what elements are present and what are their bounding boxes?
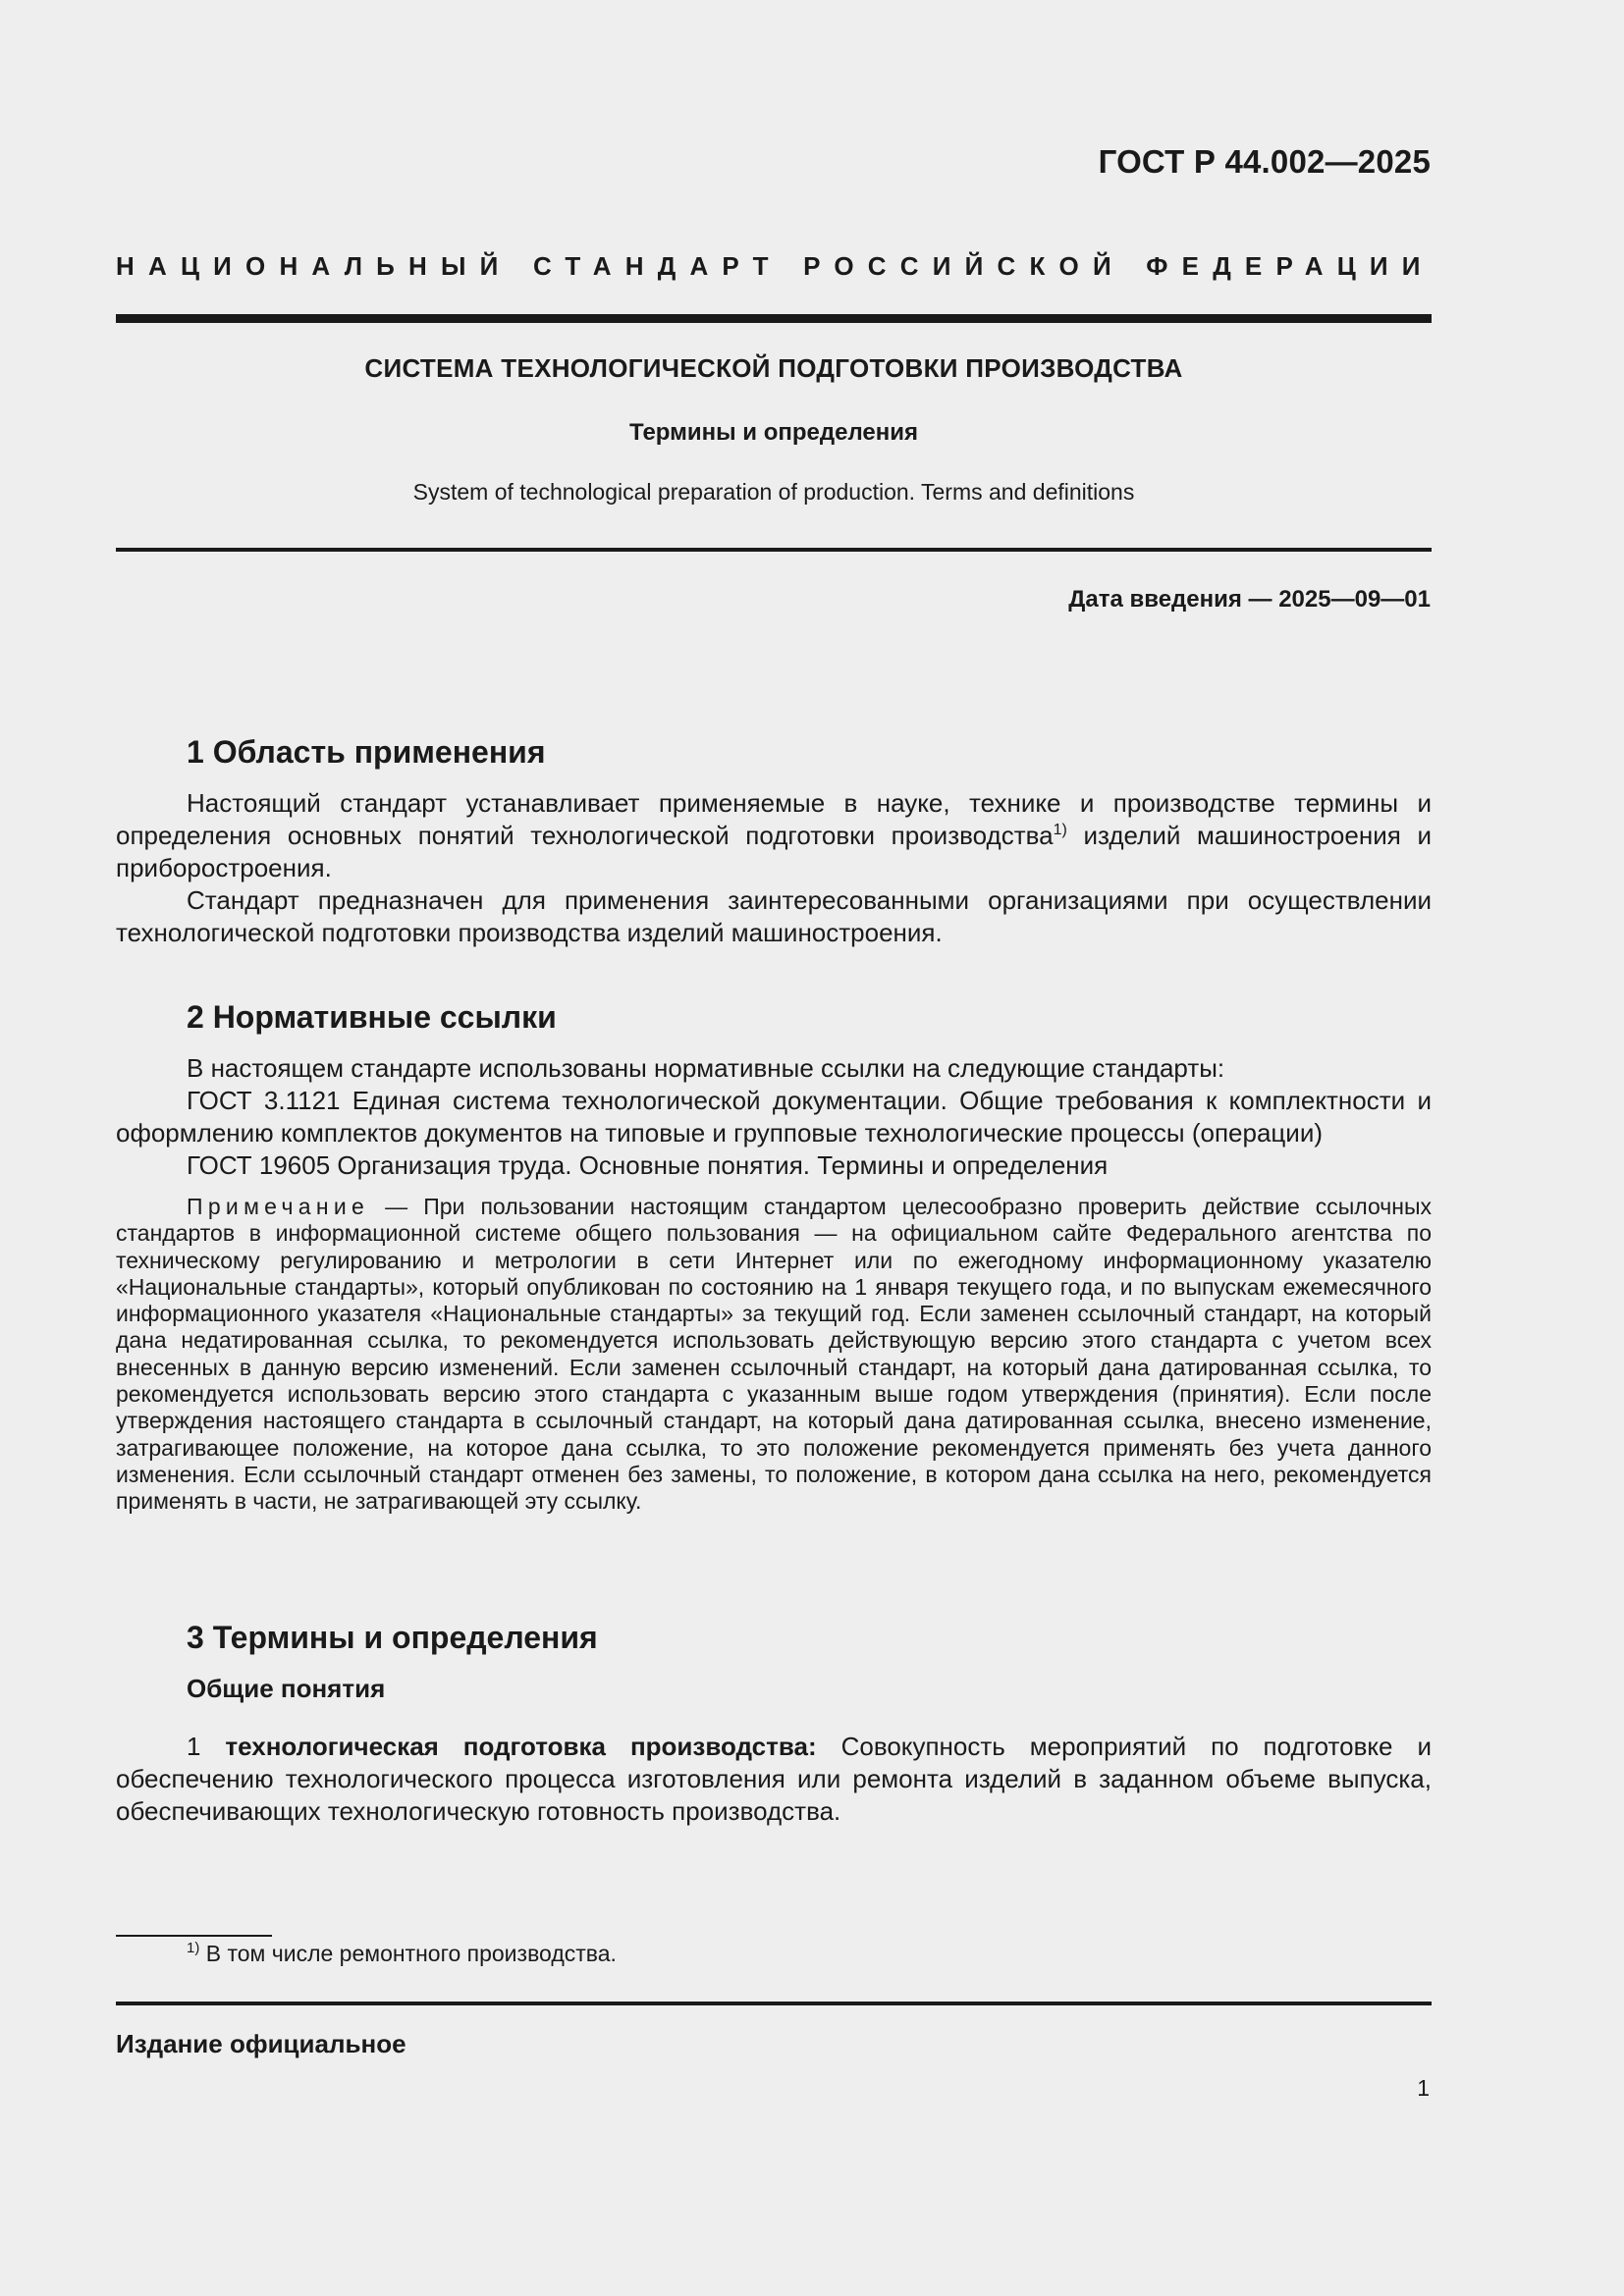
section-heading: 3 Термины и определения xyxy=(187,1620,598,1655)
term-entry xyxy=(116,1731,1432,1828)
header-rule xyxy=(116,314,1432,323)
subsection-heading: Общие понятия xyxy=(187,1674,386,1703)
note-label: Примечание xyxy=(187,1194,370,1219)
section-heading: 1 Область применения xyxy=(187,734,546,770)
official-edition-label: Издание официальное xyxy=(116,2029,406,2058)
section-normative-references xyxy=(116,999,1432,1516)
standard-title: СИСТЕМА ТЕХНОЛОГИЧЕСКОЙ ПОДГОТОВКИ ПРОИЗВОДСТВА xyxy=(364,353,1183,383)
section-scope xyxy=(116,734,1432,949)
introduction-date: Дата введения — 2025—09—01 xyxy=(1068,586,1431,613)
note-text: — При пользовании настоящим стандартом целесообразно проверить действие ссылочных стандартов в информационной системе общего пользования — на официальном сайте Федерального агентства по техническому регулированию и метрологии в сети Интернет или по ежегодному информационному указателю «Национальные стандарты», который опубликован по состоянию на 1 января текущего года, и по выпускам ежемесячного информационного указателя «Национальные стандарты» за текущий год. Если заменен ссылочный стандарт, на который дана недатированная ссылка, то рекомендуется использовать действующую версию этого стандарта с учетом всех внесенных в данную версию изменений. Если заменен ссылочный стандарт, на который дана датированная ссылка, то рекомендуется использовать версию этого стандарта с указанным выше годом утверждения (принятия). Если после утверждения настоящего стандарта в ссылочный стандарт, на который дана датированная ссылка, внесено изменение, затрагивающее положение, на которое дана ссылка, то это положение рекомендуется применять без учета данного изменения. Если ссылочный стандарт отменен без замены, то положение, в котором дана ссылка на него, рекомендуется применять в части, не затрагивающей эту ссылку. xyxy=(116,1194,1432,1515)
footnote xyxy=(187,1941,617,1967)
document-code: ГОСТ Р 44.002—2025 xyxy=(1098,143,1431,180)
paragraph: В настоящем стандарте использованы нормативные ссылки на следующие стандарты: xyxy=(187,1053,1225,1083)
reference-item: ГОСТ 19605 Организация труда. Основные понятия. Термины и определения xyxy=(187,1150,1109,1180)
footnote-text: В том числе ремонтного производства. xyxy=(199,1941,617,1966)
section-terms xyxy=(116,1620,1432,1828)
national-standard-banner: НАЦИОНАЛЬНЫЙ СТАНДАРТ РОССИЙСКОЙ ФЕДЕРАЦИИ xyxy=(116,251,1435,281)
footer-rule xyxy=(116,2002,1432,2005)
paragraph xyxy=(116,787,1432,884)
paragraph-text: Настоящий стандарт устанавливает применяемые в науке, технике и производстве термины и определения основных понятий технологической подготовки производства xyxy=(116,788,1432,850)
term-name: технологическая подготовка производства: xyxy=(225,1732,817,1761)
footnote-marker: 1) xyxy=(1053,822,1067,838)
paragraph-text: изделий машиностроения и приборостроения. xyxy=(116,821,1432,882)
term-number: 1 xyxy=(187,1732,226,1761)
reference-item: ГОСТ 3.1121 Единая система технологической документации. Общие требования к комплектности и оформлению комплектов документов на типовые и групповые технологические процессы (операции) xyxy=(116,1086,1432,1148)
footnote-marker: 1) xyxy=(187,1940,200,1956)
standard-subtitle: Термины и определения xyxy=(628,419,919,446)
note xyxy=(116,1194,1432,1516)
section-heading: 2 Нормативные ссылки xyxy=(187,999,557,1035)
title-rule xyxy=(116,548,1432,552)
english-title: System of technological preparation of production. Terms and definitions xyxy=(412,479,1135,505)
term-definition: Совокупность мероприятий по подготовке и обеспечению технологического процесса изготовления или ремонта изделий в заданном объеме выпуска, обеспечивающих технологическую готовность производства. xyxy=(116,1732,1432,1826)
footnote-rule xyxy=(116,1935,272,1937)
paragraph: Стандарт предназначен для применения заинтересованными организациями при осуществлении технологической подготовки производства изделий машиностроения. xyxy=(116,885,1432,947)
page-number: 1 xyxy=(1417,2075,1430,2101)
